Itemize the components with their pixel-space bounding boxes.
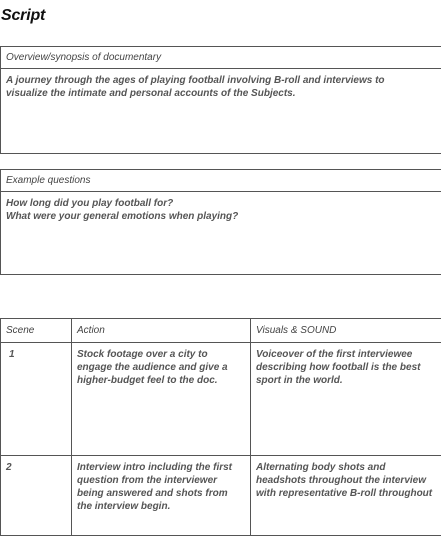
scene-number: 2 bbox=[1, 456, 72, 536]
example-question: What were your general emotions when playing? bbox=[6, 210, 437, 223]
scenes-table bbox=[0, 318, 441, 536]
header-visuals-sound: Visuals & SOUND bbox=[251, 319, 441, 343]
scene-number: 1 bbox=[1, 343, 72, 456]
example-question: How long did you play football for? bbox=[6, 197, 437, 210]
example-questions-heading: Example questions bbox=[1, 170, 441, 192]
overview-body bbox=[1, 69, 441, 100]
scene-visuals: Alternating body shots and headshots throughout the interview with representative B-roll throughout bbox=[251, 456, 441, 536]
overview-line: A journey through the ages of playing football involving B-roll and interviews to bbox=[6, 74, 437, 87]
page-title: Script bbox=[1, 7, 45, 25]
example-questions-body bbox=[1, 192, 441, 223]
overview-heading: Overview/synopsis of documentary bbox=[1, 47, 441, 69]
overview-section bbox=[0, 46, 441, 154]
table-row bbox=[1, 456, 441, 536]
table-header-row bbox=[1, 319, 441, 343]
table-row bbox=[1, 343, 441, 456]
scene-visuals: Voiceover of the first interviewee describing how football is the best sport in the world. bbox=[251, 343, 441, 456]
scene-action: Interview intro including the first question from the interviewer being answered and shots from the interview begin. bbox=[72, 456, 251, 536]
overview-line: visualize the intimate and personal accounts of the Subjects. bbox=[6, 87, 437, 100]
header-scene: Scene bbox=[1, 319, 72, 343]
scene-action: Stock footage over a city to engage the audience and give a higher-budget feel to the doc. bbox=[72, 343, 251, 456]
example-questions-section bbox=[0, 169, 441, 275]
header-action: Action bbox=[72, 319, 251, 343]
